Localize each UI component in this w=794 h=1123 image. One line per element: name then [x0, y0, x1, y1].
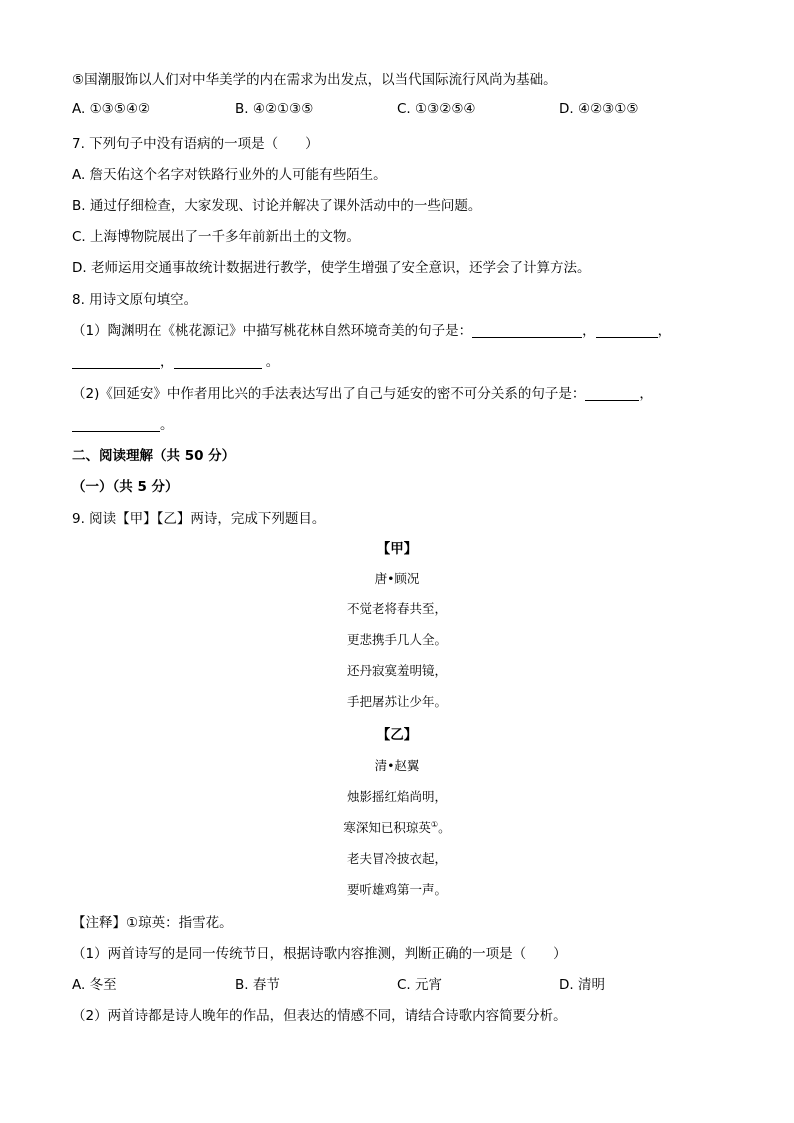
q7-option-a: A. 詹天佑这个名字对铁路行业外的人可能有些陌生。 [72, 167, 387, 183]
q8-part1-cont [72, 350, 279, 370]
q6-option-a: A. ①③⑤④② [72, 101, 151, 117]
q6-option-b: B. ④②①③⑤ [235, 101, 314, 117]
poem-b-line: 要听雄鸡第一声。 [346, 882, 447, 897]
q6-option-c: C. ①③②⑤④ [397, 101, 476, 117]
punct-period: 。 [160, 417, 174, 433]
poem-a-line: 更悲携手几人全。 [346, 632, 447, 647]
poem-b-line: 烛影摇红焰尚明， [346, 789, 447, 804]
q7-option-b: B. 通过仔细检查，大家发现、讨论并解决了课外活动中的一些问题。 [72, 198, 482, 214]
q7-option-d: D. 老师运用交通事故统计数据进行教学，使学生增强了安全意识，还学会了计算方法。 [72, 260, 591, 276]
q9-sub2-stem: （2）两首诗都是诗人晚年的作品，但表达的情感不同，请结合诗歌内容简要分析。 [72, 1008, 567, 1024]
section-subheading: （一）（共 5 分） [72, 479, 179, 495]
q9-option-b: B. 春节 [235, 977, 280, 993]
section-heading: 二、阅读理解（共 50 分） [72, 448, 236, 464]
poem-a-label: 【甲】 [376, 541, 418, 557]
poem-b-line [0, 818, 794, 836]
punct-comma: ， [160, 354, 174, 370]
poem-a-author: 唐•顾况 [374, 571, 420, 586]
q8-part2 [72, 382, 653, 402]
fill-blank[interactable] [72, 354, 160, 369]
poem-a-line: 还丹寂寞羞明镜， [346, 663, 447, 678]
q7-option-c: C. 上海博物院展出了一千多年前新出土的文物。 [72, 229, 361, 245]
q9-stem: 9. 阅读【甲】【乙】两诗，完成下列题目。 [72, 511, 326, 527]
q7-stem: 7. 下列句子中没有语病的一项是（ ） [72, 136, 319, 152]
q6-option-d: D. ④②③①⑤ [559, 101, 639, 117]
poem-b-line: 老夫冒冷披衣起， [346, 851, 447, 866]
punct-comma: ， [582, 323, 596, 339]
fill-blank[interactable] [174, 354, 262, 369]
poem-b-label: 【乙】 [376, 727, 418, 743]
fill-blank[interactable] [585, 386, 639, 401]
footnote-marker: ① [430, 820, 439, 829]
poem-b-line-end: 。 [438, 820, 451, 835]
poem-a-line: 手把屠苏让少年。 [346, 694, 447, 709]
q9-option-d: D. 清明 [559, 977, 605, 993]
q9-option-c: C. 元宵 [397, 977, 443, 993]
q9-sub1-stem: （1）两首诗写的是同一传统节日，根据诗歌内容推测，判断正确的一项是（ ） [72, 946, 567, 962]
q8-part1 [72, 319, 671, 339]
fill-blank[interactable] [472, 323, 582, 338]
fill-blank[interactable] [596, 323, 658, 338]
punct-comma: ， [657, 323, 672, 339]
fill-blank[interactable] [72, 417, 160, 432]
q8-part1-lead: （1）陶渊明在《桃花源记》中描写桃花林自然环境奇美的句子是： [72, 323, 473, 339]
q8-part2-lead: （2)《回延安》中作者用比兴的手法表达写出了自己与延安的密不可分关系的句子是： [72, 386, 586, 402]
poem-b-line-text: 寒深知已积琼英 [343, 820, 431, 835]
punct-period: 。 [265, 354, 280, 370]
q9-note: 【注释】①琼英：指雪花。 [72, 915, 233, 931]
poem-a-line: 不觉老将春共至， [346, 601, 447, 616]
q8-stem: 8. 用诗文原句填空。 [72, 292, 198, 308]
q8-part2-cont [72, 413, 174, 433]
punct-comma: ， [639, 386, 653, 402]
q9-option-a: A. 冬至 [72, 977, 117, 993]
poem-b-author: 清•赵翼 [374, 758, 420, 773]
q6-item-5: ⑤国潮服饰以人们对中华美学的内在需求为出发点，以当代国际流行风尚为基础。 [72, 72, 557, 88]
